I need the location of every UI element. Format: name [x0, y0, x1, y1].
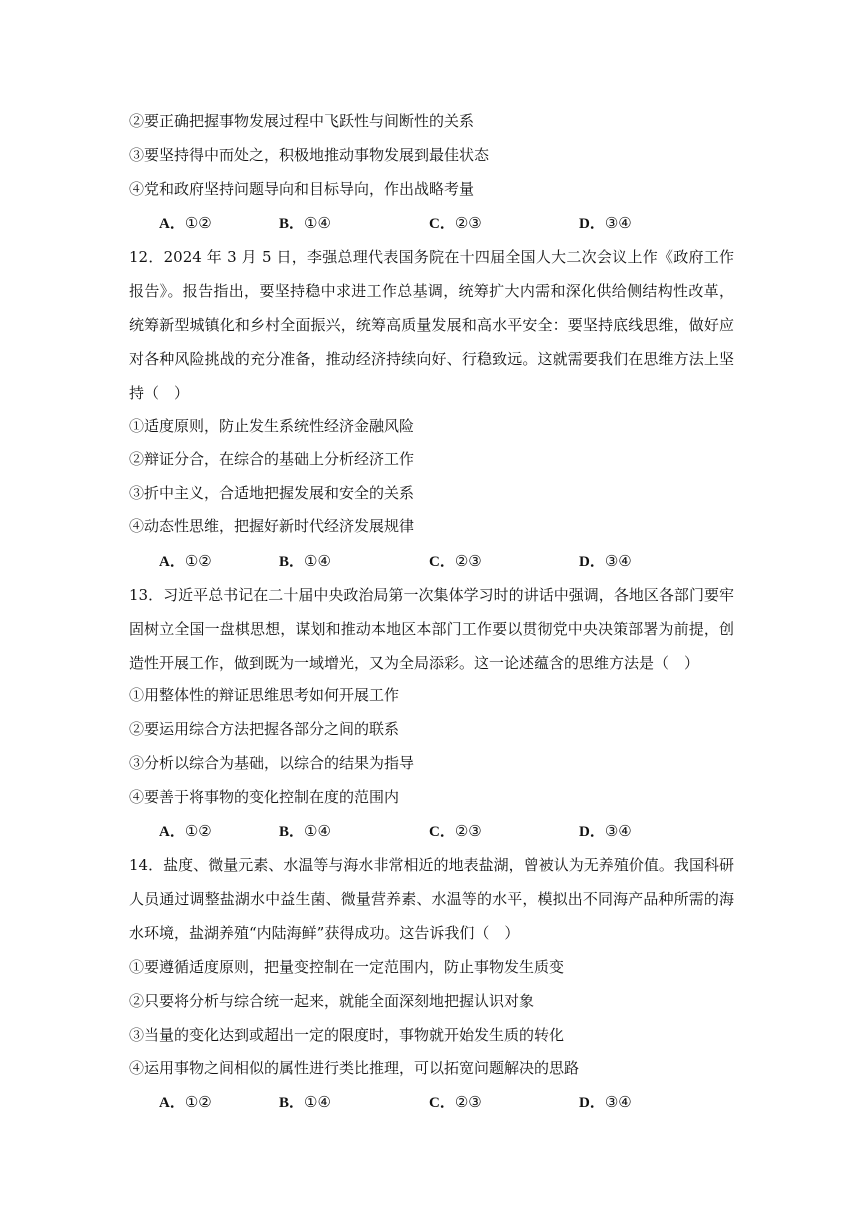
choice-letter: D．: [579, 554, 605, 570]
choice-value: ①②: [184, 822, 212, 840]
choice-letter: C．: [429, 1095, 455, 1111]
q14-choices: [159, 1092, 719, 1112]
choice-letter: B．: [279, 554, 305, 570]
choice-letter: D．: [579, 1095, 605, 1111]
q14-choice-b[interactable]: [279, 1092, 331, 1113]
q13-stem: 13．习近平总书记在二十届中央政治局第一次集体学习时的讲话中强调，各地区各部门要牢固树立全国一盘棋思想，谋划和推动本地区本部门工作要以贯彻党中央决策部署为前提，创造性开展工作，做到既为一域增光，又为全局添彩。这一论述蕴含的思维方法是（ ）: [129, 586, 734, 672]
choice-value: ②③: [454, 214, 482, 232]
q12-choice-b[interactable]: [279, 551, 331, 572]
q13-choice-c[interactable]: [429, 821, 482, 842]
q13-option-4: ④要善于将事物的变化控制在度的范围内: [129, 788, 400, 806]
q11-option-4: ④党和政府坚持问题导向和目标导向，作出战略考量: [129, 180, 475, 198]
q14-choice-d[interactable]: [579, 1092, 632, 1113]
q13-choice-a[interactable]: [159, 821, 212, 842]
choice-value: ③④: [604, 552, 632, 570]
choice-letter: A．: [159, 1095, 185, 1111]
q12-choices: [159, 551, 719, 571]
q12-option-2: ②辩证分合，在综合的基础上分析经济工作: [129, 450, 415, 468]
choice-letter: A．: [159, 216, 185, 232]
choice-letter: D．: [579, 824, 605, 840]
q12-option-3: ③折中主义，合适地把握发展和安全的关系: [129, 484, 415, 502]
choice-value: ①②: [184, 214, 212, 232]
choice-value: ③④: [604, 822, 632, 840]
choice-letter: B．: [279, 216, 305, 232]
q12-option-1: ①适度原则，防止发生系统性经济金融风险: [129, 417, 415, 435]
q13-choice-d[interactable]: [579, 821, 632, 842]
q13-choice-b[interactable]: [279, 821, 331, 842]
q14-choice-c[interactable]: [429, 1092, 482, 1113]
q11-choice-a[interactable]: [159, 213, 212, 234]
q14-option-1: ①要遵循适度原则，把量变控制在一定范围内，防止事物发生质变: [129, 958, 565, 976]
choice-value: ②③: [454, 552, 482, 570]
q12-option-4: ④动态性思维，把握好新时代经济发展规律: [129, 517, 415, 535]
q14-choice-a[interactable]: [159, 1092, 212, 1113]
q14-option-4: ④运用事物之间相似的属性进行类比推理，可以拓宽问题解决的思路: [129, 1059, 580, 1077]
choice-value: ③④: [604, 214, 632, 232]
q11-choice-d[interactable]: [579, 213, 632, 234]
q12-stem: 12．2024 年 3 月 5 日，李强总理代表国务院在十四届全国人大二次会议上作《政府工作报告》。报告指出，要坚持稳中求进工作总基调，统筹扩大内需和深化供给侧结构性改革，统筹新型城镇化和乡村全面振兴，统筹高质量发展和高水平安全：要坚持底线思维，做好应对各种风险挑战的充分准备，推动经济持续向好、行稳致远。这就需要我们在思维方法上坚持（ ）: [129, 248, 734, 402]
q11-choice-b[interactable]: [279, 213, 331, 234]
q14-option-3: ③当量的变化达到或超出一定的限度时，事物就开始发生质的转化: [129, 1026, 565, 1044]
choice-value: ①④: [304, 552, 331, 570]
choice-value: ①②: [184, 1093, 212, 1111]
choice-value: ②③: [454, 1093, 482, 1111]
q11-option-3: ③要坚持得中而处之，积极地推动事物发展到最佳状态: [129, 146, 490, 164]
choice-letter: A．: [159, 554, 185, 570]
choice-letter: B．: [279, 1095, 305, 1111]
q11-choice-c[interactable]: [429, 213, 482, 234]
choice-letter: B．: [279, 824, 305, 840]
choice-letter: D．: [579, 216, 605, 232]
choice-value: ①④: [304, 214, 331, 232]
q12-choice-c[interactable]: [429, 551, 482, 572]
q12-choice-d[interactable]: [579, 551, 632, 572]
q13-option-3: ③分析以综合为基础，以综合的结果为指导: [129, 754, 415, 772]
choice-value: ①②: [184, 552, 212, 570]
choice-value: ①④: [304, 822, 331, 840]
choice-value: ③④: [604, 1093, 632, 1111]
q12-choice-a[interactable]: [159, 551, 212, 572]
q13-option-2: ②要运用综合方法把握各部分之间的联系: [129, 720, 400, 738]
q14-stem: 14．盐度、微量元素、水温等与海水非常相近的地表盐湖，曾被认为无养殖价值。我国科研人员通过调整盐湖水中益生菌、微量营养素、水温等的水平，模拟出不同海产品种所需的海水环境，盐湖养殖“内陆海鲜”获得成功。这告诉我们（ ）: [129, 856, 734, 942]
choice-letter: A．: [159, 824, 185, 840]
choice-value: ①④: [304, 1093, 331, 1111]
q14-option-2: ②只要将分析与综合统一起来，就能全面深刻地把握认识对象: [129, 992, 535, 1010]
q13-choices: [159, 821, 719, 841]
q13-option-1: ①用整体性的辩证思维思考如何开展工作: [129, 686, 400, 704]
q11-option-2: ②要正确把握事物发展过程中飞跃性与间断性的关系: [129, 112, 475, 130]
choice-letter: C．: [429, 216, 455, 232]
choice-value: ②③: [454, 822, 482, 840]
choice-letter: C．: [429, 824, 455, 840]
q11-choices: [159, 213, 719, 233]
choice-letter: C．: [429, 554, 455, 570]
